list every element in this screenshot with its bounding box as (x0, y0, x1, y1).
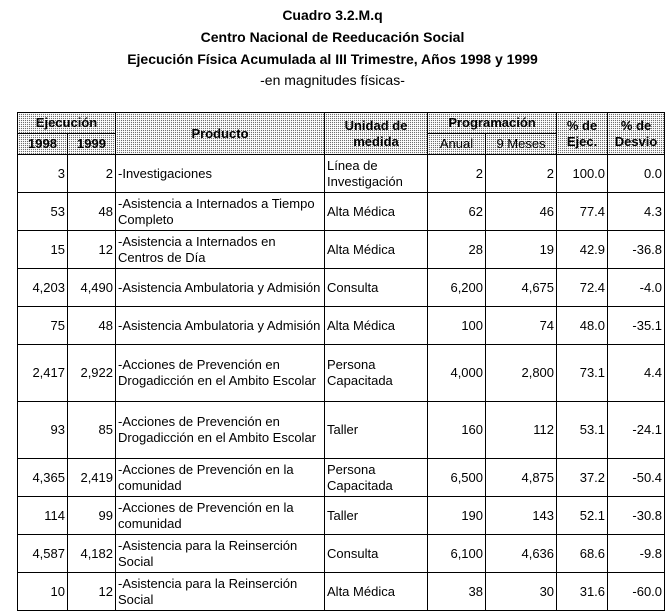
cell-anual: 100 (428, 307, 486, 345)
cell-pct-ejec: 31.6 (557, 573, 608, 611)
cell-ejec-1999: 12 (68, 573, 116, 611)
cell-pct-ejec: 48.0 (557, 307, 608, 345)
cell-ejec-1998: 114 (18, 497, 68, 535)
cell-producto: -Investigaciones (116, 155, 325, 193)
execution-table (17, 112, 665, 611)
cell-ejec-1998: 2,417 (18, 345, 68, 402)
header-pct-desvio: % de Desvio (608, 113, 665, 155)
cell-pct-desvio: 0.0 (608, 155, 665, 193)
cell-producto: -Acciones de Prevención en la comunidad (116, 459, 325, 497)
cell-unidad: Taller (325, 402, 428, 459)
cell-pct-ejec: 77.4 (557, 193, 608, 231)
cell-anual: 160 (428, 402, 486, 459)
cell-pct-desvio: -9.8 (608, 535, 665, 573)
institution-title: Centro Nacional de Reeducación Social (200, 29, 465, 45)
cell-unidad: Alta Médica (325, 231, 428, 269)
cell-pct-desvio: -4.0 (608, 269, 665, 307)
cell-producto: -Acciones de Prevención en Drogadicción en el Ambito Escolar (116, 402, 325, 459)
cell-pct-desvio: -24.1 (608, 402, 665, 459)
cell-producto: -Asistencia a Internados a Tiempo Completo (116, 193, 325, 231)
header-1999: 1999 (68, 134, 116, 155)
cell-unidad: Alta Médica (325, 193, 428, 231)
cell-producto: -Asistencia a Internados en Centros de Día (116, 231, 325, 269)
cell-9-meses: 74 (486, 307, 557, 345)
cell-producto: -Asistencia para la Reinserción Social (116, 535, 325, 573)
cell-unidad: Línea de Investigación (325, 155, 428, 193)
cell-9-meses: 4,636 (486, 535, 557, 573)
cell-unidad: Consulta (325, 535, 428, 573)
cell-ejec-1999: 48 (68, 193, 116, 231)
cell-pct-ejec: 100.0 (557, 155, 608, 193)
cell-9-meses: 2 (486, 155, 557, 193)
cell-unidad: Alta Médica (325, 307, 428, 345)
header-programacion: Programación (428, 113, 557, 134)
cell-producto: -Asistencia para la Reinserción Social (116, 573, 325, 611)
table-row (18, 345, 665, 402)
table-row (18, 535, 665, 573)
cell-ejec-1998: 4,365 (18, 459, 68, 497)
cell-ejec-1999: 4,182 (68, 535, 116, 573)
cell-anual: 6,500 (428, 459, 486, 497)
cell-pct-desvio: -60.0 (608, 573, 665, 611)
cell-ejec-1998: 3 (18, 155, 68, 193)
cell-pct-desvio: -36.8 (608, 231, 665, 269)
cell-9-meses: 30 (486, 573, 557, 611)
table-row (18, 269, 665, 307)
cell-ejec-1998: 15 (18, 231, 68, 269)
header-unidad: Unidad de medida (325, 113, 428, 155)
cell-producto: -Asistencia Ambulatoria y Admisión (116, 307, 325, 345)
cell-ejec-1999: 2 (68, 155, 116, 193)
cell-unidad: Persona Capacitada (325, 345, 428, 402)
cell-ejec-1999: 85 (68, 402, 116, 459)
cell-anual: 62 (428, 193, 486, 231)
cell-pct-ejec: 68.6 (557, 535, 608, 573)
cell-ejec-1998: 4,587 (18, 535, 68, 573)
cell-9-meses: 143 (486, 497, 557, 535)
cell-pct-ejec: 42.9 (557, 231, 608, 269)
cell-unidad: Persona Capacitada (325, 459, 428, 497)
table-row (18, 193, 665, 231)
cell-ejec-1999: 48 (68, 307, 116, 345)
cell-anual: 2 (428, 155, 486, 193)
units-note: -en magnitudes físicas- (260, 72, 405, 88)
cell-9-meses: 46 (486, 193, 557, 231)
cell-anual: 28 (428, 231, 486, 269)
table-subtitle: Ejecución Física Acumulada al III Trimestre, Años 1998 y 1999 (127, 51, 538, 67)
table-row (18, 497, 665, 535)
cell-pct-ejec: 52.1 (557, 497, 608, 535)
cell-anual: 190 (428, 497, 486, 535)
cell-pct-desvio: 4.4 (608, 345, 665, 402)
cell-pct-ejec: 73.1 (557, 345, 608, 402)
header-pct-ejec: % de Ejec. (557, 113, 608, 155)
cell-pct-ejec: 37.2 (557, 459, 608, 497)
cell-unidad: Consulta (325, 269, 428, 307)
cell-pct-desvio: 4.3 (608, 193, 665, 231)
cell-anual: 6,100 (428, 535, 486, 573)
cell-9-meses: 4,875 (486, 459, 557, 497)
cell-ejec-1999: 12 (68, 231, 116, 269)
cell-producto: -Acciones de Prevención en la comunidad (116, 497, 325, 535)
cell-anual: 6,200 (428, 269, 486, 307)
cell-pct-ejec: 72.4 (557, 269, 608, 307)
table-row (18, 402, 665, 459)
header-ejecucion: Ejecución (18, 113, 116, 134)
table-row (18, 307, 665, 345)
cell-producto: -Asistencia Ambulatoria y Admisión (116, 269, 325, 307)
cell-9-meses: 112 (486, 402, 557, 459)
cell-anual: 38 (428, 573, 486, 611)
table-row (18, 573, 665, 611)
cell-ejec-1999: 4,490 (68, 269, 116, 307)
cell-ejec-1999: 2,922 (68, 345, 116, 402)
cell-anual: 4,000 (428, 345, 486, 402)
cell-producto: -Acciones de Prevención en Drogadicción en el Ambito Escolar (116, 345, 325, 402)
cell-ejec-1999: 99 (68, 497, 116, 535)
cell-pct-desvio: -35.1 (608, 307, 665, 345)
table-row (18, 231, 665, 269)
cell-ejec-1998: 10 (18, 573, 68, 611)
header-1998: 1998 (18, 134, 68, 155)
table-row (18, 155, 665, 193)
cell-pct-desvio: -50.4 (608, 459, 665, 497)
cell-unidad: Taller (325, 497, 428, 535)
cell-pct-desvio: -30.8 (608, 497, 665, 535)
cell-9-meses: 2,800 (486, 345, 557, 402)
cell-pct-ejec: 53.1 (557, 402, 608, 459)
cell-ejec-1999: 2,419 (68, 459, 116, 497)
cell-ejec-1998: 75 (18, 307, 68, 345)
header-producto: Producto (116, 113, 325, 155)
cell-ejec-1998: 4,203 (18, 269, 68, 307)
header-9-meses: 9 Meses (486, 134, 557, 155)
document-header (0, 4, 665, 90)
cell-ejec-1998: 93 (18, 402, 68, 459)
table-title: Cuadro 3.2.M.q (282, 7, 383, 23)
cell-unidad: Alta Médica (325, 573, 428, 611)
cell-ejec-1998: 53 (18, 193, 68, 231)
cell-9-meses: 19 (486, 231, 557, 269)
cell-9-meses: 4,675 (486, 269, 557, 307)
table-row (18, 459, 665, 497)
header-anual: Anual (428, 134, 486, 155)
